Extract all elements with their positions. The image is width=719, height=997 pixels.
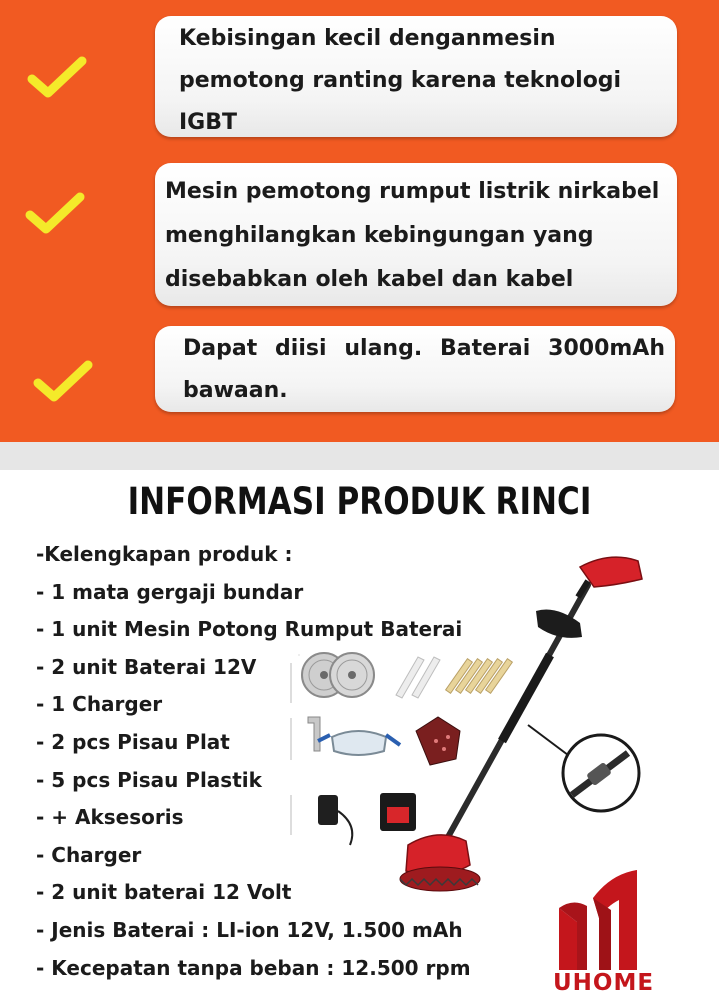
spec-line: - 1 unit Mesin Potong Rumput Baterai <box>36 617 463 642</box>
spec-line: - 1 Charger <box>36 692 163 717</box>
spec-line: - 2 unit baterai 12 Volt <box>36 880 292 905</box>
grass-trimmer-product-image <box>288 545 719 997</box>
safety-goggles-icon <box>318 731 400 755</box>
feature-card-1: Kebisingan kecil denganmesin pemotong ranting karena teknologi IGBT <box>155 16 677 137</box>
feature-card-2: Mesin pemotong rumput listrik nirkabel menghilangkan kebingungan yang disebabkan oleh kabel dan kabel <box>155 163 677 306</box>
uhome-logo-icon <box>553 870 643 970</box>
plate-blade-icon <box>446 659 513 694</box>
checkmark-icon <box>26 53 88 101</box>
feature-card-3: Dapat diisi ulang. Baterai 3000mAh bawaan. <box>155 326 675 412</box>
spec-line: - 1 mata gergaji bundar <box>36 579 304 604</box>
spec-line: -Kelengkapan produk : <box>36 542 293 566</box>
spec-line: - Jenis Baterai : LI-ion 12V, 1.500 mAh <box>36 917 463 942</box>
plastic-blade-icon <box>396 657 440 698</box>
spec-line: - Charger <box>36 842 142 867</box>
spec-line: - 2 pcs Pisau Plat <box>36 729 230 754</box>
saw-blade-icon <box>302 653 374 697</box>
battery-icon <box>380 793 416 831</box>
checkmark-icon <box>32 357 94 405</box>
spec-line: - Kecepatan tanpa beban : 12.500 rpm <box>36 955 471 980</box>
checkmark-icon <box>24 189 86 237</box>
section-divider <box>0 442 719 470</box>
section-heading: INFORMASI PRODUK RINCI <box>127 480 592 523</box>
spec-line: - 2 unit Baterai 12V <box>36 654 257 679</box>
gloves-icon <box>416 717 460 765</box>
brand-logo <box>553 870 655 997</box>
spec-line: - 5 pcs Pisau Plastik <box>36 767 262 792</box>
spec-line: - + Aksesoris <box>36 805 184 830</box>
charger-icon <box>318 795 352 845</box>
brand-name: UHOME <box>553 970 655 996</box>
